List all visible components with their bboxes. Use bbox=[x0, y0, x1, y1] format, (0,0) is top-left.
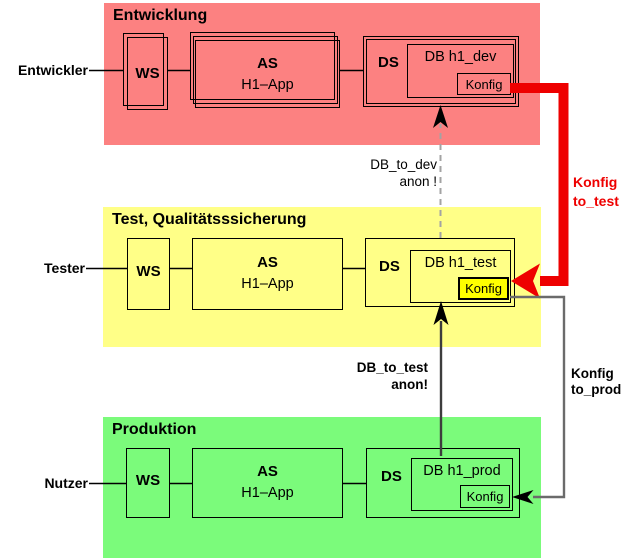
as-label: AS bbox=[257, 254, 278, 271]
arrow-label-konfig-to-prod bbox=[571, 366, 621, 398]
ds-box-prod bbox=[366, 448, 520, 518]
section-title-entwicklung: Entwicklung bbox=[113, 7, 208, 24]
arrow-label-line1: Konfig bbox=[573, 174, 618, 190]
section-entwicklung bbox=[104, 3, 540, 145]
arrow-label-line2: anon ! bbox=[399, 174, 437, 189]
db-box-prod bbox=[411, 458, 513, 511]
arrow-label-line2: to_prod bbox=[571, 382, 622, 397]
arrow-label-line1: DB_to_dev bbox=[370, 157, 437, 172]
ds-box-test bbox=[365, 238, 515, 307]
db-label: DB h1_dev bbox=[424, 49, 497, 65]
arrow-label-line1: DB_to_test bbox=[356, 360, 428, 375]
as-app-label: H1–App bbox=[241, 77, 294, 93]
ws-label: WS bbox=[135, 65, 160, 82]
konfig-label: Konfig bbox=[465, 76, 503, 92]
db-box-dev bbox=[407, 44, 514, 98]
actor-label-tester: Tester bbox=[44, 260, 85, 276]
as-box-dev-front bbox=[195, 40, 340, 108]
ds-box-dev bbox=[363, 36, 519, 107]
as-box-dev bbox=[190, 32, 342, 109]
db-box-test bbox=[410, 250, 511, 303]
as-label: AS bbox=[257, 55, 278, 72]
as-box-test bbox=[192, 238, 343, 310]
arrow-label-db-to-dev bbox=[370, 156, 437, 190]
as-box-prod bbox=[192, 448, 343, 518]
ws-box-test bbox=[127, 238, 170, 310]
konfig-box-dev bbox=[457, 73, 511, 95]
arrow-label-db-to-test bbox=[357, 359, 428, 393]
ws-box-prod bbox=[126, 448, 170, 518]
as-label: AS bbox=[257, 463, 278, 480]
konfig-box-test-highlighted bbox=[458, 277, 509, 300]
arrow-label-line2: anon! bbox=[391, 377, 428, 392]
ws-label: WS bbox=[136, 262, 161, 280]
section-produktion bbox=[103, 417, 541, 558]
konfig-box-prod bbox=[460, 485, 510, 508]
actor-label-nutzer: Nutzer bbox=[44, 475, 88, 491]
as-app-label: H1–App bbox=[241, 276, 294, 292]
section-title-produktion: Produktion bbox=[112, 421, 197, 438]
db-label: DB h1_prod bbox=[423, 463, 501, 479]
arrow-label-line2: to_test bbox=[573, 193, 619, 209]
ws-box-dev bbox=[123, 33, 170, 111]
section-test bbox=[103, 207, 541, 347]
ws-box-dev-front bbox=[127, 37, 168, 110]
actor-label-entwickler: Entwickler bbox=[17, 62, 88, 78]
konfig-label: Konfig bbox=[465, 281, 502, 296]
ds-label: DS bbox=[378, 54, 399, 71]
konfig-label: Konfig bbox=[466, 489, 504, 504]
as-app-label: H1–App bbox=[241, 485, 294, 501]
ds-label: DS bbox=[379, 258, 400, 275]
ws-label: WS bbox=[135, 471, 161, 489]
arrow-label-line1: Konfig bbox=[571, 366, 614, 381]
section-title-test: Test, Qualitätsssicherung bbox=[112, 211, 307, 228]
ds-label: DS bbox=[381, 468, 402, 485]
db-label: DB h1_test bbox=[424, 255, 497, 271]
arrow-label-konfig-to-test bbox=[573, 173, 619, 211]
